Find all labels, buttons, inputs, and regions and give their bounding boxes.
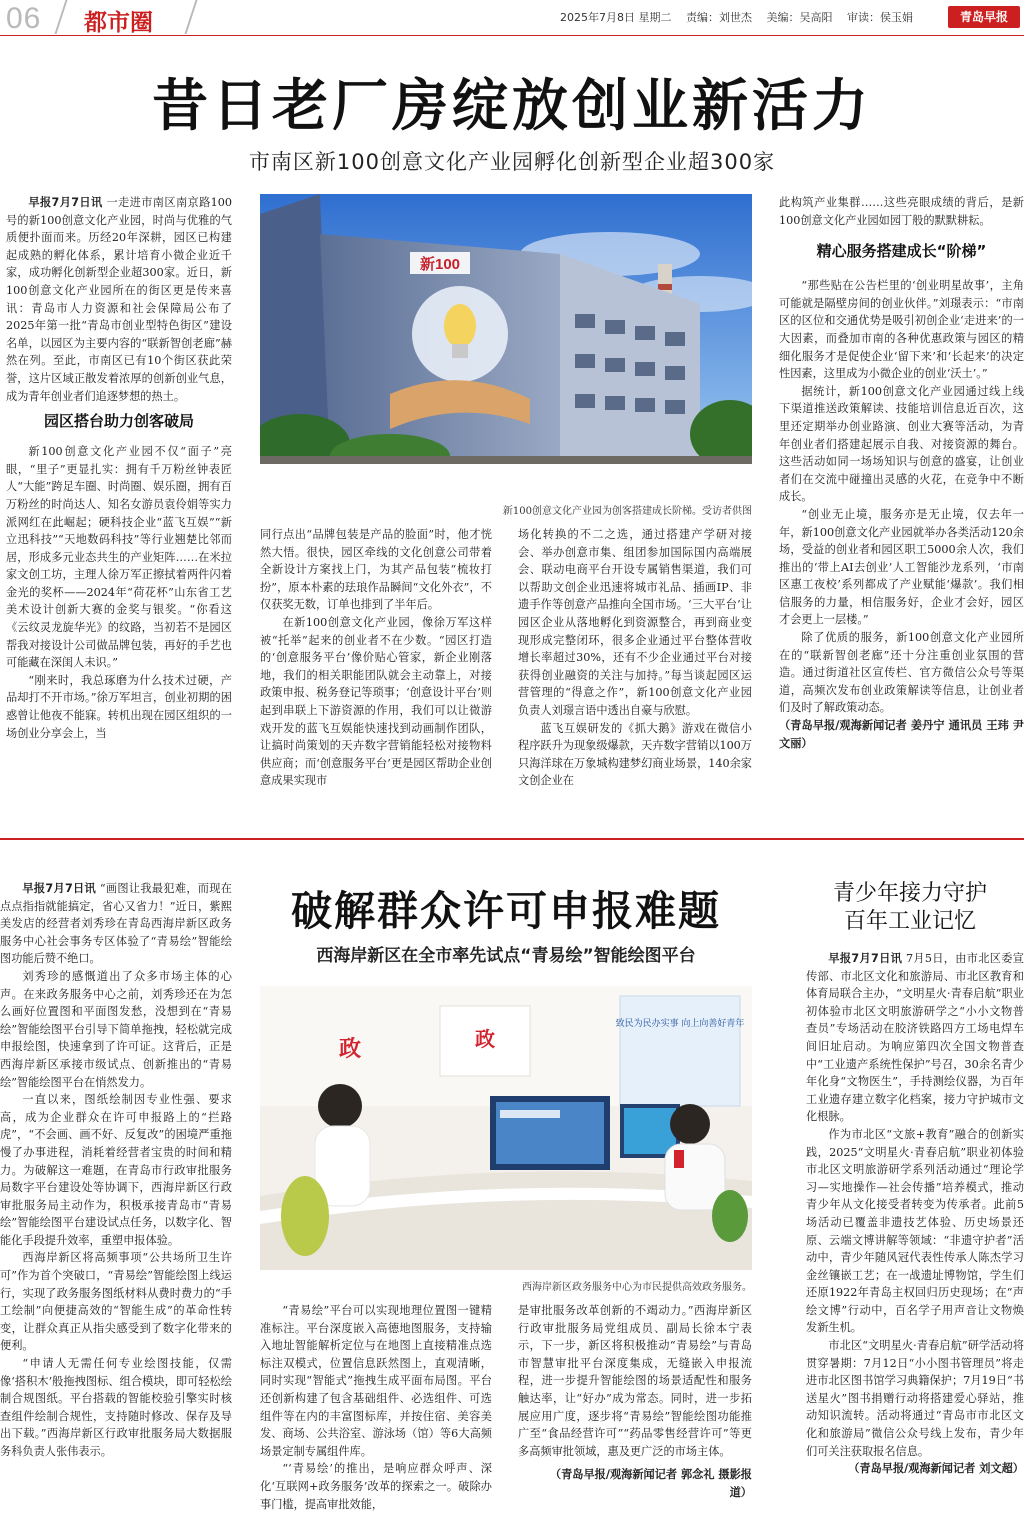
story2-column-3: [518, 1302, 752, 1530]
story2-subheadline: 西海岸新区在全市率先试点“青易绘”智能绘图平台: [316, 946, 696, 966]
story2-column-1: [0, 880, 232, 1530]
service-center-photo: [260, 986, 752, 1270]
story2-paragraph: “青易绘”平台可以实现地理位置图一键精准标注。平台深度嵌入高德地图服务，支持输入地址智能解析定位与在地图上直接精准点选标注双模式，位置信息跃然图上，直观清晰，同时实现“智能式”拖拽生成平面布局图。平台还创新构建了包含基础组件、必选组件、可选组件等在内的丰富图标库，并按住宿、美容美发、商场、公共浴室、游泳场（馆）等6大高频场景定制专属组件库。: [260, 1304, 492, 1458]
story1-headline: 昔日老厂房绽放创业新活力: [152, 74, 872, 139]
story1-subhead-2: 精心服务搭建成长“阶梯”: [816, 242, 987, 261]
building-sign-text: 新100: [419, 256, 461, 273]
story1-paragraph: 一走进市南区南京路100号的新100创意文化产业园，时尚与优雅的气质便扑面而来。历经20年深耕，园区已构建起成熟的孵化体系，累计培育小微企业近千家，成功孵化创新型企业超300家。近日，新100创意文化产业园所在的街区更是传来喜讯：青岛市人力资源和社会保障局公布了2025年第一批“青岛市创业型特色街区”建设名单，以园区为主要内容的“联新智创老廊”赫然在列。至此，市南区已有10个街区获此荣誉，这片区域正散发着浓厚的创新创业气息，成为青年创业者们追逐梦想的热土。: [6, 196, 232, 403]
story3-byline: （青岛早报/观海新闻记者 刘文超）: [848, 1462, 1024, 1476]
wall-poster-text: 致民为民办实事 向上向善好青年: [615, 1019, 745, 1029]
story3-dateline: 早报7月7日讯: [828, 952, 903, 965]
story1-photo-caption: 新100创意文化产业园为创客搭建成长阶梯。受访者供图: [502, 506, 752, 517]
story2-paragraph: “申请人无需任何专业绘图技能，仅需像‘搭积木’般拖拽图标、组合模块，即可轻松绘制合规图纸。平台搭载的智能校验引擎实时核查组件绘制合规性，支持随时修改、保存及导出下载。”西海岸新区行政审批服务局大数据服务科负责人张伟表示。: [0, 1357, 232, 1458]
svg-text:政: 政: [475, 1027, 495, 1051]
story1-paragraph: “刚来时，我总琢磨为什么技术过硬，产品却打不开市场。”徐万军坦言，创业初期的困惑曾让他夜不能寐。转机出现在园区组织的一场创业分享会上，当: [6, 673, 232, 740]
masthead: [0, 0, 1024, 36]
section-divider: [0, 838, 1024, 840]
story3-headline: [800, 880, 1020, 936]
story1-paragraph: 蓝飞互娱研发的《抓大鹅》游戏在微信小程序跃升为现象级爆款，天卉数字营销以100万只海洋球在万象城构建梦幻商业场景，140余家文创企业在: [518, 721, 752, 788]
section-name: 都市圈: [84, 10, 153, 36]
story1-paragraph: “那些贴在公告栏里的‘创业明星故事’，主角可能就是隔壁房间的创业伙伴。”刘璟表示：“市南区的区位和交通优势是吸引初创企业‘走进来’的一大因素，而叠加市南的各种优惠政策与园区的精细化服务才是促使企业‘留下来’和‘长起来’的决定性因素，这里成为小微企业的创业‘沃土’。”: [779, 279, 1024, 381]
newspaper-logo: 青岛早报: [948, 6, 1020, 28]
story1-paragraph: 在新100创意文化产业园，像徐万军这样被“托举”起来的创业者不在少数。“园区打造的‘创意服务平台’像价贴心管家，新企业刚落地，我们的相关职能团队就会主动靠上，对接政策申报、税务登记等琐事；‘创意设计平台’则起到串联上下游资源的作用，我们可以让微游戏开发的蓝飞互娱能快速找到动画制作团队，让搞时尚策划的天卉数字营销能轻松对接物料供应商；而‘创意服务平台’更是园区帮助企业创意成果实现市: [260, 615, 492, 788]
proofreader-credit: 审读：侯玉娟: [847, 11, 913, 24]
story1-paragraph: 此构筑产业集群……这些亮眼成绩的背后，是新100创意文化产业园如园丁般的默默耕耘。: [779, 196, 1024, 227]
story3-headline-line-2: 百年工业记忆: [843, 909, 976, 934]
story1-dateline: 早报7月7日讯: [28, 196, 103, 209]
designer-credit: 美编：吴高阳: [766, 11, 833, 24]
masthead-divider: [54, 0, 67, 34]
story2-paragraph: “画图让我最犯难，而现在点点指指就能搞定，省心又省力！”近日，紫熙美发店的经营者刘秀珍在青岛西海岸新区政务服务中心社会事务专区体验了“青易绘”智能绘图功能后赞不绝口。: [0, 882, 232, 966]
story1-column-4: [779, 194, 1024, 826]
story2-column-2: [260, 1302, 492, 1530]
story1-paragraph: 新100创意文化产业园不仅“面子”亮眼，“里子”更显扎实：拥有千万粉丝钟表匠人“大能”跨足车圈、时尚圈、娱乐圈，拥有百万粉丝的时尚达人、知名女游员袁伶娟等实力派网红在此崛起；硬科技企业“蓝飞互娱”“新立迅科技”“天地数码科技”等行业翘楚比邻而居，形成多元业态共生的产业矩阵……在米拉家文创工坊，主理人徐万军正擦拭着两件闪着金光的奖杯——2024年“荷花杯”山东省工艺美术设计创新大赛的金奖与银奖。“你看这《云纹灵龙旋华光》的纹路，当初若不是园区帮我对接设计公司做品牌包装，再好的手艺也可能藏在深闺人未识。”: [6, 445, 232, 670]
story2-paragraph: “‘青易绘’的推出，是响应群众呼声、深化‘互联网+政务服务’改革的探索之一。破除办事门槛，提高审批效能，: [260, 1462, 492, 1511]
masthead-divider: [184, 0, 197, 34]
page-number: 06: [6, 2, 42, 35]
story1-column-1: [6, 194, 232, 826]
masthead-meta: [560, 9, 924, 25]
story1-byline: （青岛早报/观海新闻记者 姜丹宁 通讯员 王玮 尹文丽）: [779, 719, 1024, 750]
story3-column: [806, 950, 1024, 1530]
story3-paragraph: 作为市北区“文旅+教育”融合的创新实践，2025“文明星火·青春启航”职业初体验市北区文明旅游研学系列活动通过“理论学习—实地操作—社会传播”培养模式，推动青少年从文化接受者转变为传承者。此前5场活动已覆盖非遗技艺体验、历史场景还原、云端文博讲解等领域：“非遗守护者”活动中，青少年随风冠代表性传承人陈杰学习金丝镶嵌工艺；在一战遗址博物馆，学生们还原1922年青岛主权回归历史现场；在“声绘文博”行动中，百名学子用声音让文物焕发新生机。: [806, 1127, 1024, 1335]
issue-date: 2025年7月8日 星期二: [560, 11, 672, 24]
story1-paragraph: “创业无止境，服务亦是无止境，仅去年一年，新100创意文化产业园就举办各类活动120余场，受益的创业者和园区职工5000余人次，我们推出的‘带上AI去创业’人工智能沙龙系列，‘市南区惠工夜校’系列都成了产业赋能‘爆款’。我们相信服务的力量，相信服务好，企业才会好，园区才会更上一层楼。”: [779, 507, 1024, 627]
story1-paragraph: 同行点出“品牌包装是产品的脸面”时，他才恍然大悟。很快，园区牵线的文化创意公司带着全新设计方案找上门，为其产品包装“梳妆打扮”，原本朴素的珐琅作品瞬间“文化外衣”，不仅获奖无数，订单也排到了半年后。: [260, 528, 492, 612]
story2-headline: 破解群众许可申报难题: [291, 887, 721, 935]
story1-subheadline: 市南区新100创意文化产业园孵化创新型企业超300家: [248, 150, 776, 174]
story1-column-3: [518, 526, 752, 826]
story1-paragraph: 据统计，新100创意文化产业园通过线上线下渠道推送政策解读、技能培训信息近百次，这里还定期举办创业路演、创业大赛等活动，为青年创业者们搭建起展示自我、对接资源的舞台。这些活动如同一场场知识与创意的盛宴，让创业者们在交流中碰撞出灵感的火花，在竞争中不断成长。: [779, 384, 1024, 504]
story1-paragraph: 除了优质的服务，新100创意文化产业园所在的“联新智创老廊”还十分注重创业氛围的营造。通过街道社区宣传栏、官方微信公众号等渠道，高频次发布创业政策解读等信息，让创业者们及时了解政策动态。: [779, 631, 1024, 715]
story2-paragraph: 西海岸新区将高频事项“公共场所卫生许可”作为首个突破口，“青易绘”智能绘图上线运行，实现了政务服务图纸材料从费时费力的“手工绘制”向便捷高效的“智能生成”的革命性转变，让群众真正从指尖感受到了数字化带来的便利。: [0, 1251, 232, 1353]
story3-paragraph: 市北区“文明星火·青春启航”研学活动将贯穿暑期：7月12日“小小图书管理员”将走进市北区图书馆学习典籍保护；7月19日“书送星火”图书捐赠行动将搭建爱心驿站，推动知识流转。活动将通过“青岛市市北区文化和旅游局”微信公众号线上发布，青少年们可关注获取报名信息。: [806, 1339, 1024, 1458]
factory-building-photo: [260, 194, 752, 464]
story1-subhead-1: 园区搭台助力创客破局: [43, 412, 194, 431]
svg-text:政: 政: [338, 1037, 362, 1062]
story2-byline: （青岛早报/观海新闻记者 郭念礼 摄影报道）: [549, 1468, 752, 1499]
story2-paragraph: 是审批服务改革创新的不竭动力。”西海岸新区行政审批服务局党组成员、副局长徐本宁表示，下一步，新区将积极推动“青易绘”与青岛市智慧审批平台深度集成，无缝嵌入申报流程，进一步提升智能绘图的场景适配性和服务触达率，让“好办”成为常态。同时，进一步拓展应用广度，逐步将“青易绘”智能绘图功能推广至“食品经营许可”“药品零售经营许可”等更多高频审批领域，惠及更广泛的市场主体。: [518, 1304, 752, 1458]
story2-dateline: 早报7月7日讯: [22, 882, 97, 895]
editor-credit: 责编：刘世杰: [686, 11, 752, 24]
story1-paragraph: 场化转换的不二之选，通过搭建产学研对接会、举办创意市集、组团参加国际国内高端展会、联动电商平台开设专属销售渠道，我们可以帮助文创企业迅速将城市礼品、插画IP、非遗手作等创意产品推向全国市场。‘三大平台’让园区企业从落地孵化到资源整合，再到商业变现形成完整闭环，很多企业通过平台整体营收增长率超过30%，还有不少企业通过平台对接获得创业融资的关注与加持。”每当谈起园区运营管理的“得意之作”，新100创意文化产业园负责人刘璟言语中透出自豪与欣慰。: [518, 528, 752, 717]
story2-photo-caption: 西海岸新区政务服务中心为市民提供高效政务服务。: [522, 1282, 752, 1293]
story3-paragraph: 7月5日，由市北区委宣传部、市北区文化和旅游局、市北区教育和体育局联合主办，“文明星火·青春启航”职业初体验市北区文明旅游研学之“小小文物普查员”专场活动在胶济铁路四方工场电焊车间旧址启动。为响应第四次全国文物普查中“工业遗产系统性保护”号召，30余名青少年化身“文物医生”，手持测绘仪器，为百年工业遗存建立数字化档案，接力守护城市文化根脉。: [806, 952, 1024, 1124]
story2-paragraph: 一直以来，图纸绘制因专业性强、要求高，成为企业群众在许可申报路上的“拦路虎”，“不会画、画不好、反复改”的困境严重拖慢了办事进程，消耗着经营者宝贵的时间和精力。为破解这一难题，在青岛市行政审批服务局数字平台建设处等协调下，西海岸新区行政审批服务局主动作为，积极承接青岛市“青易绘”智能绘图平台建设试点任务，以数字化、智能化手段提升效率，重塑申报体验。: [0, 1093, 232, 1247]
story3-headline-line-1: 青少年接力守护: [832, 881, 987, 906]
story1-column-2: [260, 526, 492, 826]
story2-paragraph: 刘秀珍的感慨道出了众多市场主体的心声。在来政务服务中心之前，刘秀珍还在为怎么画好位置图和平面图发愁，没想到在“青易绘”智能绘图平台引导下简单拖拽，轻松就完成申报绘图，快速拿到了许可证。这背后，正是西海岸新区承接市级试点、创新推出的“青易绘”智能绘图平台在悄然发力。: [0, 969, 232, 1089]
